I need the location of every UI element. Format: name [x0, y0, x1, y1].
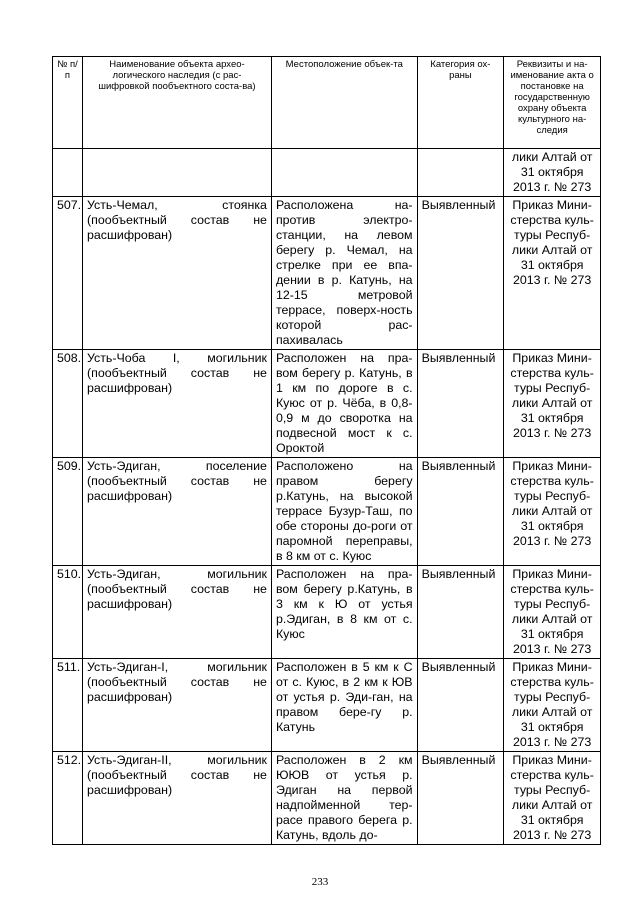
- row-category: Выявленный: [417, 752, 504, 845]
- row-location: Расположена на-против электро-станции, на левом берегу р. Чемал, на стрелке при ее впа-дении в р. Катунь, на 12-15 метровой террасе, поверх-ность которой рас-пахивалась: [271, 197, 417, 350]
- row-num: 508.: [53, 350, 83, 458]
- table-row: [53, 659, 601, 752]
- table-row: [53, 197, 601, 350]
- row-category: Выявленный: [417, 566, 504, 659]
- header-num: № п/п: [53, 57, 83, 149]
- cont-name: [83, 149, 272, 197]
- row-name: Усть-Эдиган, могильник (пообъектный состав не расшифрован): [83, 566, 272, 659]
- header-location: Местоположение объек-та: [271, 57, 417, 149]
- row-location: Расположен на пра-вом берегу р. Катунь, в 1 км по дороге в с. Куюс от р. Чёба, в 0,8-0,9 м до своротка на подвесной мост к с. Ороктой: [271, 350, 417, 458]
- row-requisites: Приказ Мини-стерства куль-туры Респуб-лики Алтай от 31 октября 2013 г. № 273: [504, 659, 601, 752]
- row-requisites: Приказ Мини-стерства куль-туры Респуб-лики Алтай от 31 октября 2013 г. № 273: [504, 566, 601, 659]
- row-category: Выявленный: [417, 197, 504, 350]
- row-name: Усть-Эдиган-I, могильник (пообъектный состав не расшифрован): [83, 659, 272, 752]
- row-num: 507.: [53, 197, 83, 350]
- table-row: [53, 752, 601, 845]
- table-row: [53, 566, 601, 659]
- row-num: 511.: [53, 659, 83, 752]
- cont-category: [417, 149, 504, 197]
- table-header-row: [53, 57, 601, 149]
- row-num: 509.: [53, 458, 83, 566]
- row-name: Усть-Эдиган-II, могильник (пообъектный состав не расшифрован): [83, 752, 272, 845]
- cont-requisites: лики Алтай от 31 октября 2013 г. № 273: [504, 149, 601, 197]
- header-name: Наименование объекта архео-логического наследия (с рас-шифровкой пообъектного соста-ва): [83, 57, 272, 149]
- row-location: Расположен в 2 км ЮЮВ от устья р. Эдиган на первой надпойменной тер-расе правого берега р. Катунь, вдоль до-: [271, 752, 417, 845]
- table-row: [53, 458, 601, 566]
- row-requisites: Приказ Мини-стерства куль-туры Респуб-лики Алтай от 31 октября 2013 г. № 273: [504, 458, 601, 566]
- continuation-row: [53, 149, 601, 197]
- header-requisites: Реквизиты и на-именование акта о постановке на государственную охрану объекта культурного на-следия: [504, 57, 601, 149]
- page-number: 233: [311, 876, 329, 888]
- row-requisites: Приказ Мини-стерства куль-туры Респуб-лики Алтай от 31 октября 2013 г. № 273: [504, 350, 601, 458]
- row-num: 510.: [53, 566, 83, 659]
- cont-location: [271, 149, 417, 197]
- row-location: Расположено на правом берегу р.Катунь, на высокой террасе Бузур-Таш, по обе стороны до-роги от паромной переправы, в 8 км от с. Куюс: [271, 458, 417, 566]
- row-name: Усть-Эдиган, поселение (пообъектный состав не расшифрован): [83, 458, 272, 566]
- row-category: Выявленный: [417, 659, 504, 752]
- row-category: Выявленный: [417, 458, 504, 566]
- row-category: Выявленный: [417, 350, 504, 458]
- table-row: [53, 350, 601, 458]
- row-location: Расположен на пра-вом берегу р.Катунь, в 3 км к Ю от устья р.Эдиган, в 8 км от с. Куюс: [271, 566, 417, 659]
- cont-num: [53, 149, 83, 197]
- row-location: Расположен в 5 км к С от с. Куюс, в 2 км к ЮВ от устья р. Эди-ган, на правом бере-гу р. Катунь: [271, 659, 417, 752]
- row-requisites: Приказ Мини-стерства куль-туры Респуб-лики Алтай от 31 октября 2013 г. № 273: [504, 752, 601, 845]
- header-category: Категория ох-раны: [417, 57, 504, 149]
- row-requisites: Приказ Мини-стерства куль-туры Респуб-лики Алтай от 31 октября 2013 г. № 273: [504, 197, 601, 350]
- heritage-register-table: [52, 56, 601, 845]
- row-name: Усть-Чоба I, могильник (пообъектный состав не расшифрован): [83, 350, 272, 458]
- row-name: Усть-Чемал, стоянка (пообъектный состав не расшифрован): [83, 197, 272, 350]
- row-num: 512.: [53, 752, 83, 845]
